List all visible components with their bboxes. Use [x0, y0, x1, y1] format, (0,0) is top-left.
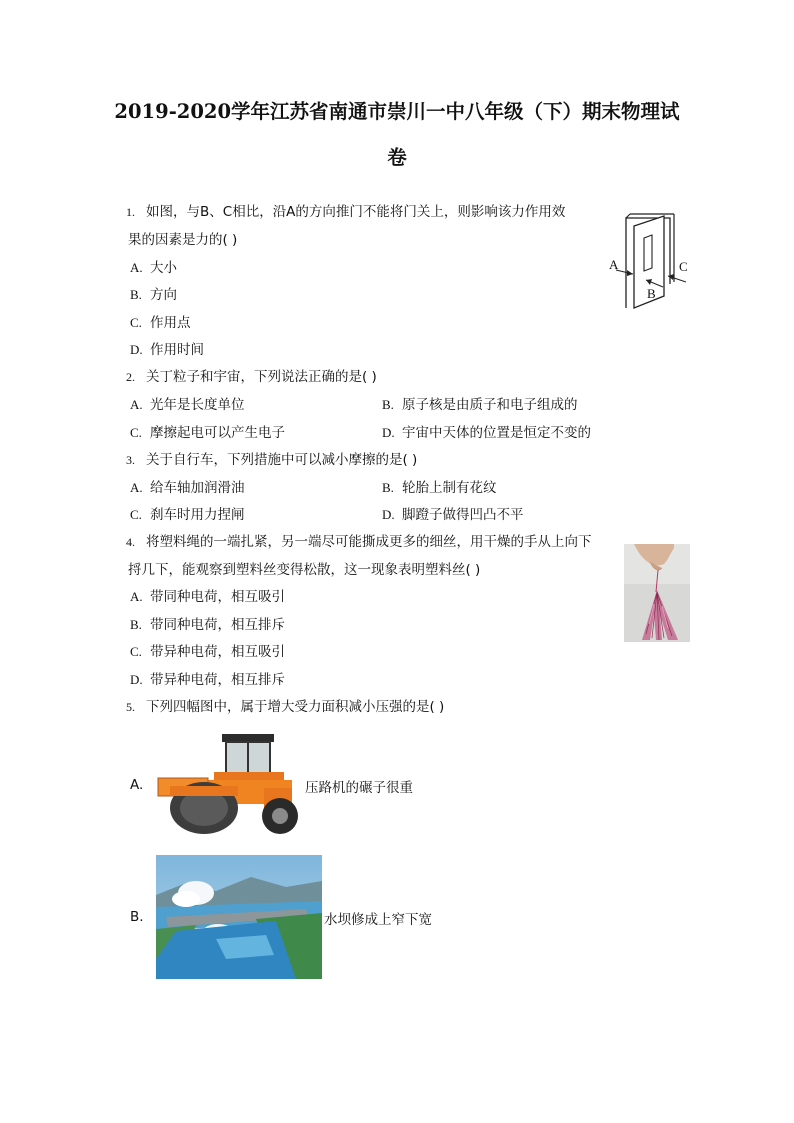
- question-4-line1: [126, 533, 592, 551]
- option-label: A.: [130, 589, 143, 604]
- exam-title-line1: 2019-2020学年江苏省南通市崇川一中八年级（下）期末物理试: [114, 100, 680, 123]
- option-label: A.: [130, 397, 143, 412]
- option-2a[interactable]: [130, 396, 245, 414]
- door-figure: [606, 212, 690, 312]
- question-number: 2.: [126, 370, 135, 384]
- option-1c[interactable]: [130, 314, 191, 332]
- option-3d[interactable]: [382, 506, 524, 524]
- option-label: A.: [130, 260, 143, 275]
- question-text: 关于自行车，下列措施中可以减小摩擦的是( ): [146, 452, 418, 468]
- option-text: 光年是长度单位: [150, 397, 245, 413]
- option-text: 作用点: [150, 315, 191, 331]
- question-4-line2: 捋几下，能观察到塑料丝变得松散，这一现象表明塑料丝( ): [128, 562, 481, 578]
- option-text: 刹车时用力捏闸: [150, 507, 245, 523]
- option-4a[interactable]: [130, 588, 285, 606]
- option-text: 带同种电荷，相互吸引: [150, 589, 285, 605]
- option-3b[interactable]: [382, 479, 497, 497]
- option-text: 摩擦起电可以产生电子: [150, 425, 285, 441]
- option-label: B.: [130, 287, 142, 302]
- question-number: 1.: [126, 205, 135, 219]
- question-5-line1: [126, 698, 444, 716]
- option-text: 方向: [150, 287, 177, 303]
- option-label: B.: [382, 397, 394, 412]
- question-1-line1: [126, 203, 565, 221]
- option-4b[interactable]: [130, 616, 285, 634]
- question-1-line2: 果的因素是力的( ): [128, 232, 238, 248]
- option-4c[interactable]: [130, 643, 285, 661]
- dam-image: [156, 855, 322, 979]
- option-label: D.: [130, 672, 143, 687]
- option-text: 作用时间: [150, 342, 204, 358]
- option-text: 轮胎上制有花纹: [402, 480, 497, 496]
- option-text: 原子核是由质子和电子组成的: [402, 397, 578, 413]
- option-label: D.: [382, 425, 395, 440]
- figure-label-c: C: [679, 259, 688, 274]
- option-label: D.: [130, 342, 143, 357]
- question-text: 如图，与B、C相比，沿A的方向推门不能将门关上，则影响该力作用效: [146, 204, 566, 220]
- option-1b[interactable]: [130, 286, 177, 304]
- option-text: 带同种电荷，相互排斥: [150, 617, 285, 633]
- option-5b-label[interactable]: B.: [130, 909, 144, 925]
- option-text: 宇宙中天体的位置是恒定不变的: [402, 425, 591, 441]
- option-5a-text[interactable]: 压路机的碾子很重: [305, 780, 413, 796]
- figure-label-b: B: [647, 286, 656, 301]
- option-label: C.: [130, 507, 142, 522]
- road-roller-image: [152, 728, 302, 838]
- option-label: C.: [130, 315, 142, 330]
- question-text: 下列四幅图中，属于增大受力面积减小压强的是( ): [146, 699, 445, 715]
- plastic-string-photo: [624, 544, 690, 642]
- question-number: 4.: [126, 535, 135, 549]
- option-text: 脚蹬子做得凹凸不平: [402, 507, 524, 523]
- exam-title-line2: 卷: [387, 146, 407, 169]
- option-label: B.: [130, 617, 142, 632]
- question-2-line1: [126, 368, 377, 386]
- option-2d[interactable]: [382, 424, 591, 442]
- option-text: 带异种电荷，相互排斥: [150, 672, 285, 688]
- option-label: A.: [130, 480, 143, 495]
- option-1a[interactable]: [130, 259, 177, 277]
- option-5a-label[interactable]: A.: [130, 777, 144, 793]
- option-label: B.: [382, 480, 394, 495]
- option-label: C.: [130, 644, 142, 659]
- option-2c[interactable]: [130, 424, 285, 442]
- question-text: 将塑料绳的一端扎紧，另一端尽可能撕成更多的细丝，用干燥的手从上向下: [146, 534, 592, 550]
- option-3c[interactable]: [130, 506, 245, 524]
- option-4d[interactable]: [130, 671, 285, 689]
- option-text: 给车轴加润滑油: [150, 480, 245, 496]
- question-number: 3.: [126, 453, 135, 467]
- option-text: 大小: [150, 260, 177, 276]
- option-2b[interactable]: [382, 396, 578, 414]
- question-number: 5.: [126, 700, 135, 714]
- option-text: 带异种电荷，相互吸引: [150, 644, 285, 660]
- option-1d[interactable]: [130, 341, 204, 359]
- option-3a[interactable]: [130, 479, 245, 497]
- figure-label-a: A: [609, 257, 619, 272]
- option-5b-text[interactable]: 水坝修成上窄下宽: [324, 912, 432, 928]
- question-text: 关丁粒子和宇宙，下列说法正确的是( ): [146, 369, 377, 385]
- option-label: D.: [382, 507, 395, 522]
- option-label: C.: [130, 425, 142, 440]
- question-3-line1: [126, 451, 417, 469]
